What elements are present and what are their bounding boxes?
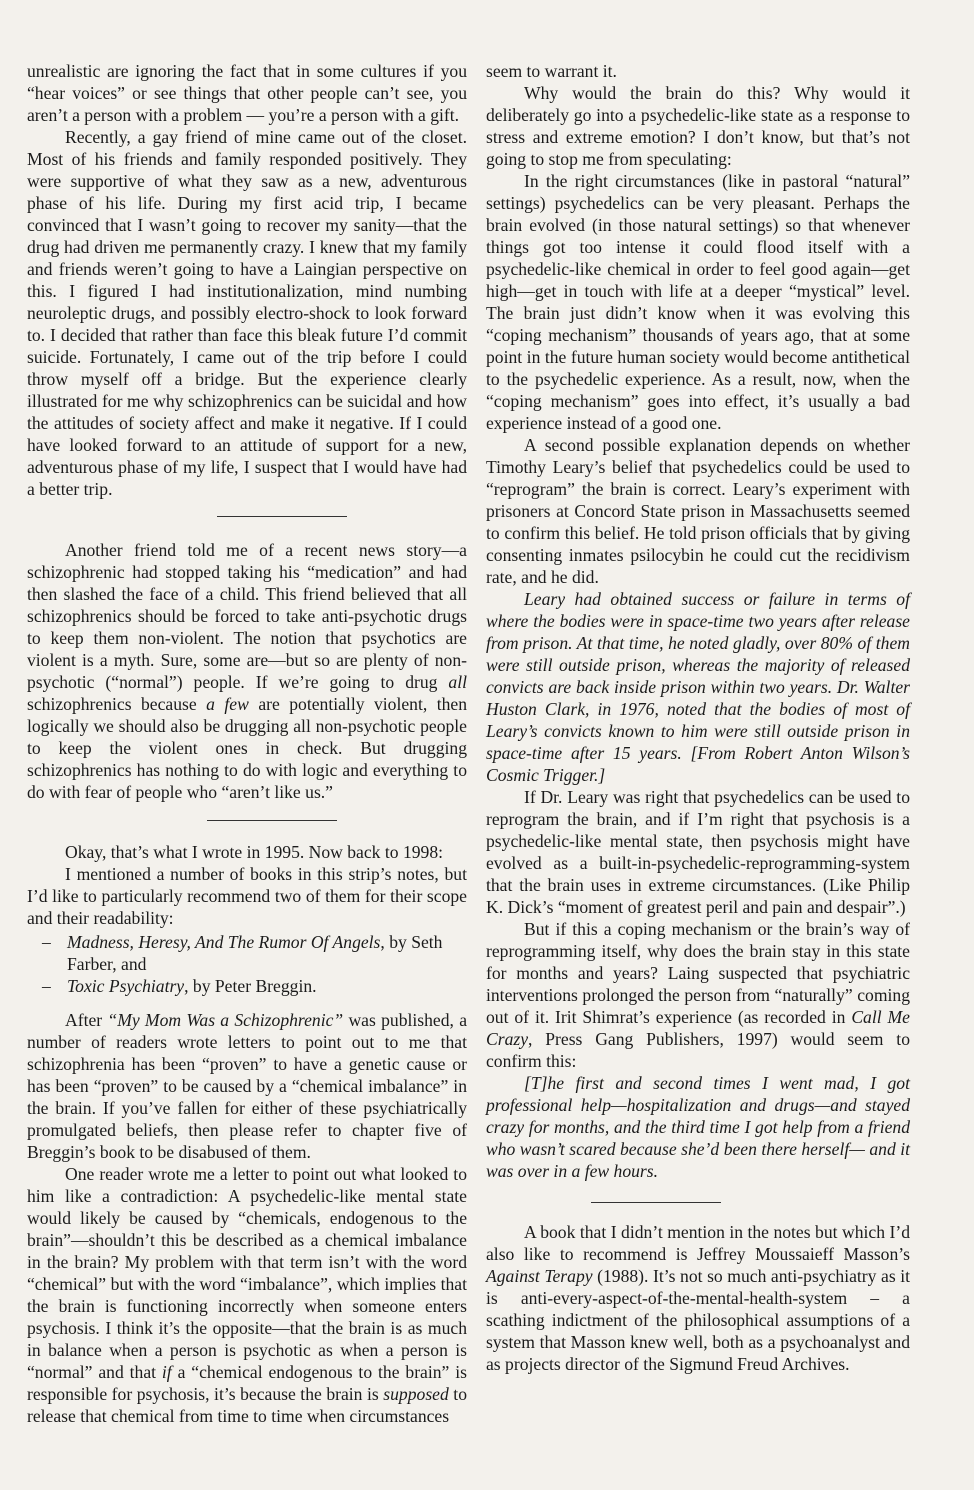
book-list — [27, 931, 467, 997]
left-column — [27, 60, 467, 1427]
section-divider — [217, 516, 347, 517]
right-column — [486, 60, 910, 1375]
paragraph: seem to warrant it. — [486, 61, 617, 81]
block-quote: Leary had obtained success or failure in terms of where the bodies were in space-time two years after release from prison. At that time, he noted gladly, over 80% of them were still outside prison, whereas the majority of released convicts are back inside prison within two years. Dr. Walter Huston Clark, in 1976, noted that the bodies of most of Leary’s convicts known to him were still outside prison in space-time after 15 years. [From Robert Anton Wilson’s Cosmic Trigger.] — [486, 589, 910, 785]
paragraph: I mentioned a number of books in this strip’s notes, but I’d like to particularly recommend two of them for their scope and their readability: — [27, 864, 467, 928]
paragraph: Okay, that’s what I wrote in 1995. Now back to 1998: — [65, 842, 444, 862]
paragraph: But if this a coping mechanism or the brain’s way of reprogramming itself, why does the brain stay in this state for months and years? Laing suspected that psychiatric interventions prolonged the person from “naturally” coming out of it. Irit Shimrat’s experience (as recorded in Call Me Crazy, Press Gang Publishers, 1997) would seem to confirm this: — [486, 919, 910, 1071]
paragraph: unrealistic are ignoring the fact that in some cultures if you “hear voices” or see things that other people can’t see, you aren’t a person with a problem — you’re a person with a gift. — [27, 61, 467, 125]
list-item: – Toxic Psychiatry, by Peter Breggin. — [42, 976, 317, 996]
paragraph: Recently, a gay friend of mine came out of the closet. Most of his friends and family responded positively. They were supportive of what they saw as a new, adventurous phase of his life. During my first acid trip, I became convinced that I wasn’t going to recover my sanity—that the drug had driven me permanently crazy. I knew that my family and friends weren’t going to have a Laingian perspective on this. I figured I had institutionalization, mind numbing neuroleptic drugs, and possibly electro-shock to look forward to. I decided that rather than face this bleak future I’d commit suicide. Fortunately, I came out of the trip before I could throw myself off a bridge. But the experience clearly illustrated for me why schizophrenics can be suicidal and how the attitudes of society affect and make it negative. If I could have looked forward to an attitude of support for a new, adventurous phase of my life, I suspect that I would have had a better trip. — [27, 127, 467, 499]
section-divider — [591, 1202, 721, 1203]
paragraph: Another friend told me of a recent news story—a schizophrenic had stopped taking his “medication” and had then slashed the face of a child. This friend believed that all schizophrenics should be forced to take anti-psychotic drugs to keep them non-violent. The notion that psychotics are violent is a myth. Sure, some are—but so are plenty of non-psychotic (“normal”) people. If we’re going to drug all schizophrenics because a few are potentially violent, then logically we should also be drugging all non-psychotic people to keep the violent ones in check. But drugging schizophrenics has nothing to do with logic and everything to do with fear of people who “aren’t like us.” — [27, 540, 467, 802]
paragraph: One reader wrote me a letter to point out what looked to him like a contradiction: A psychedelic-like mental state would likely be caused by “chemicals, endogenous to the brain”—shouldn’t this be described as a chemical imbalance in the brain? My problem with that term isn’t with the word “chemical” but with the word “imbalance”, which implies that the brain is functioning incorrectly when someone enters psychosis. I think it’s the opposite—that the brain is as much in balance when a person is psychotic as when a person is “normal” and that if a “chemical endogenous to the brain” is responsible for psychosis, it’s because the brain is supposed to release that chemical from time to time when circumstances — [27, 1164, 467, 1426]
paragraph: Why would the brain do this? Why would it deliberately go into a psychedelic-like state as a response to stress and extreme emotion? I don’t know, but that’s not going to stop me from speculating: — [486, 83, 910, 169]
paragraph: In the right circumstances (like in pastoral “natural” settings) psychedelics can be very pleasant. Perhaps the brain evolved (in those natural settings) so that whenever things got too intense it could flood itself with a psychedelic-like chemical in order to feel good again—get high—get in touch with life at a deeper “mystical” level. The brain just didn’t know when it was evolving this “coping mechanism” thousands of years ago, that at some point in the future human society would become antithetical to the psychedelic experience. As a result, now, when the “coping mechanism” goes into effect, it’s usually a bad experience instead of a good one. — [486, 171, 910, 433]
paragraph: A second possible explanation depends on whether Timothy Leary’s belief that psychedelics could be used to “reprogram” the brain is correct. Leary’s experiment with prisoners at Concord State prison in Massachusetts seemed to confirm this belief. He told prison officials that by giving consenting inmates psilocybin he could cut the recidivism rate, and he did. — [486, 435, 910, 587]
paragraph: After “My Mom Was a Schizophrenic” was published, a number of readers wrote letters to point out to me that schizophrenia has been “proven” to have a genetic cause or has been “proven” to be caused by a “chemical imbalance” in the brain. If you’ve fallen for either of these psychiatrically promulgated beliefs, then please refer to chapter five of Breggin’s book to be disabused of them. — [27, 1010, 468, 1162]
section-divider — [207, 820, 337, 821]
list-item: – Madness, Heresy, And The Rumor Of Angels, by Seth Farber, and — [42, 932, 443, 974]
paragraph: If Dr. Leary was right that psychedelics can be used to reprogram the brain, and if I’m right that psychosis is a psychedelic-like mental state, then psychosis might have evolved as a built-in-psychedelic-reprogramming-system that the brain uses in extreme circumstances. (Like Philip K. Dick’s “moment of greatest peril and pain and despair”.) — [486, 787, 910, 917]
block-quote: [T]he first and second times I went mad, I got professional help—hospitalization and drugs—and stayed crazy for months, and the third time I got help from a friend who wasn’t scared because she’d been there herself— and it was over in a few hours. — [486, 1073, 910, 1181]
paragraph: A book that I didn’t mention in the notes but which I’d also like to recommend is Jeffrey Moussaieff Masson’s Against Terapy (1988). It’s not so much anti-psychiatry as it is anti-every-aspect-of-the-mental-health-system – a scathing indictment of the philosophical assumptions of a system that Masson knew well, both as a psychoanalyst and as projects director of the Sigmund Freud Archives. — [486, 1222, 911, 1374]
